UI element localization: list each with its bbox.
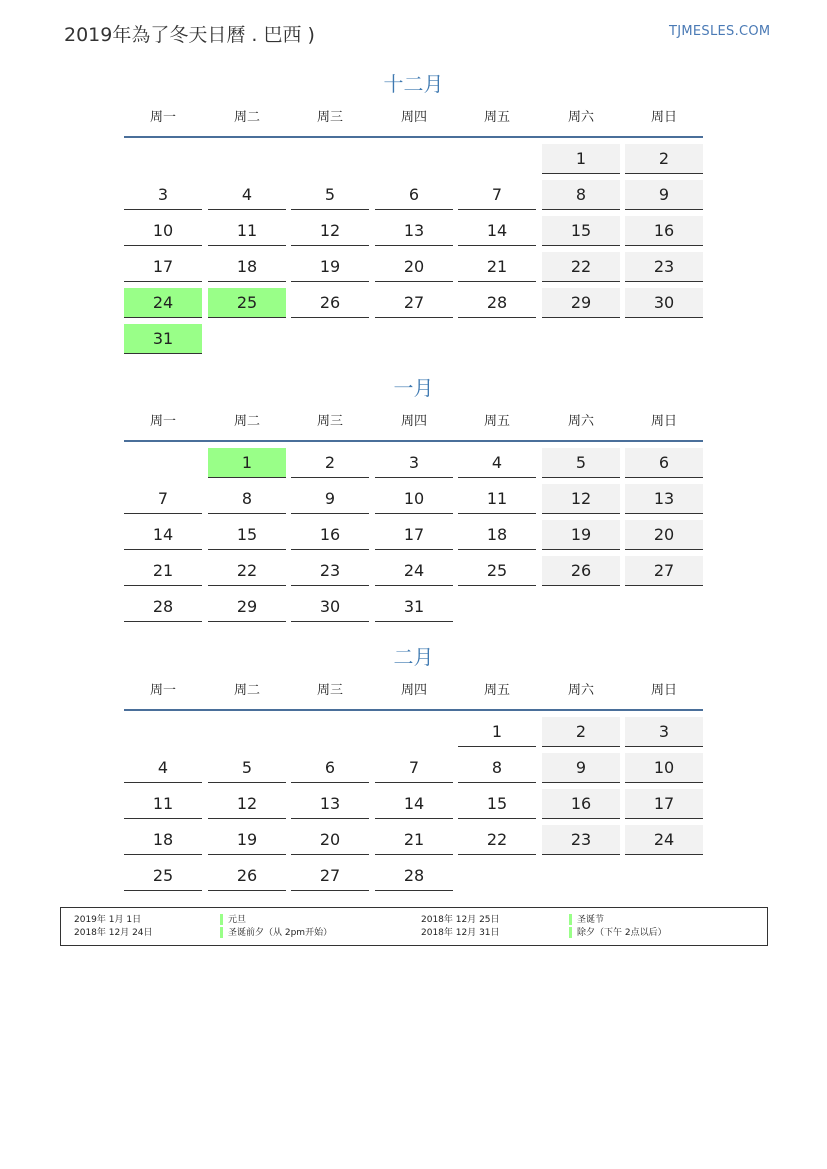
day-cell: 5 bbox=[291, 180, 369, 210]
day-cell: 18 bbox=[124, 825, 202, 855]
day-cell: 21 bbox=[458, 252, 536, 282]
holiday-marker bbox=[220, 914, 223, 925]
day-cell: 3 bbox=[124, 180, 202, 210]
weekday-header bbox=[124, 102, 703, 134]
day-cell: 22 bbox=[458, 825, 536, 855]
weekday-header bbox=[124, 406, 703, 438]
legend-name: 除夕（下午 2点以后） bbox=[577, 928, 667, 938]
day-cell: 24 bbox=[375, 556, 453, 586]
day-cell: 6 bbox=[375, 180, 453, 210]
weekday-label: 周六 bbox=[567, 110, 594, 125]
legend-date: 2019年 1月 1日 bbox=[74, 915, 142, 925]
day-cell: 25 bbox=[124, 861, 202, 891]
holiday-marker bbox=[220, 927, 223, 938]
day-cell: 16 bbox=[542, 789, 620, 819]
weekday-label: 周四 bbox=[400, 414, 427, 429]
weekday-label: 周五 bbox=[483, 110, 510, 125]
weekday-label: 周五 bbox=[483, 414, 510, 429]
day-cell: 27 bbox=[375, 288, 453, 318]
header-divider bbox=[124, 709, 703, 711]
day-cell: 3 bbox=[375, 448, 453, 478]
day-cell: 14 bbox=[375, 789, 453, 819]
day-cell: 1 bbox=[208, 448, 286, 478]
day-cell: 18 bbox=[458, 520, 536, 550]
day-cell: 20 bbox=[625, 520, 703, 550]
day-cell: 26 bbox=[208, 861, 286, 891]
weekday-label: 周一 bbox=[149, 683, 176, 698]
day-cell: 22 bbox=[542, 252, 620, 282]
month-december bbox=[124, 66, 703, 360]
day-cell: 17 bbox=[625, 789, 703, 819]
page-title: 2019年為了冬天日曆 . 巴西 ) bbox=[64, 24, 315, 46]
day-cell: 16 bbox=[625, 216, 703, 246]
holiday-marker bbox=[569, 914, 572, 925]
day-cell: 1 bbox=[458, 717, 536, 747]
day-cell: 24 bbox=[625, 825, 703, 855]
legend-date: 2018年 12月 31日 bbox=[421, 928, 500, 938]
day-cell: 3 bbox=[625, 717, 703, 747]
day-cell: 4 bbox=[208, 180, 286, 210]
day-cell: 13 bbox=[375, 216, 453, 246]
day-cell: 14 bbox=[124, 520, 202, 550]
day-cell: 30 bbox=[291, 592, 369, 622]
day-cell: 20 bbox=[291, 825, 369, 855]
weekday-label: 周二 bbox=[233, 683, 260, 698]
day-cell: 6 bbox=[291, 753, 369, 783]
weekday-label: 周日 bbox=[650, 110, 677, 125]
legend-holiday bbox=[569, 914, 604, 926]
day-cell: 8 bbox=[458, 753, 536, 783]
day-cell: 13 bbox=[625, 484, 703, 514]
holiday-marker bbox=[569, 927, 572, 938]
day-cell: 8 bbox=[542, 180, 620, 210]
weekday-label: 周一 bbox=[149, 414, 176, 429]
weekday-label: 周一 bbox=[149, 110, 176, 125]
day-cell: 2 bbox=[625, 144, 703, 174]
day-cell: 10 bbox=[625, 753, 703, 783]
legend-name: 圣诞前夕（从 2pm开始） bbox=[228, 928, 333, 938]
weekday-label: 周五 bbox=[483, 683, 510, 698]
weekday-label: 周二 bbox=[233, 110, 260, 125]
holiday-legend bbox=[60, 907, 768, 946]
day-cell: 26 bbox=[291, 288, 369, 318]
legend-name: 元旦 bbox=[228, 915, 247, 925]
header-divider bbox=[124, 136, 703, 138]
day-cell: 26 bbox=[542, 556, 620, 586]
day-cell: 19 bbox=[542, 520, 620, 550]
weekday-header bbox=[124, 675, 703, 707]
legend-holiday bbox=[220, 914, 246, 926]
day-cell: 18 bbox=[208, 252, 286, 282]
day-cell: 19 bbox=[208, 825, 286, 855]
day-cell: 30 bbox=[625, 288, 703, 318]
day-cell: 28 bbox=[375, 861, 453, 891]
weekday-label: 周六 bbox=[567, 683, 594, 698]
weekday-label: 周二 bbox=[233, 414, 260, 429]
weekday-label: 周三 bbox=[316, 110, 343, 125]
day-cell: 29 bbox=[542, 288, 620, 318]
day-cell: 25 bbox=[208, 288, 286, 318]
day-cell: 10 bbox=[124, 216, 202, 246]
weekday-label: 周日 bbox=[650, 414, 677, 429]
legend-holiday bbox=[220, 927, 332, 939]
day-cell: 15 bbox=[542, 216, 620, 246]
day-cell: 31 bbox=[375, 592, 453, 622]
day-cell: 9 bbox=[542, 753, 620, 783]
day-cell: 12 bbox=[542, 484, 620, 514]
day-cell: 15 bbox=[208, 520, 286, 550]
day-cell: 23 bbox=[291, 556, 369, 586]
weekday-label: 周三 bbox=[316, 683, 343, 698]
day-cell: 27 bbox=[291, 861, 369, 891]
day-cell: 4 bbox=[458, 448, 536, 478]
day-cell: 28 bbox=[458, 288, 536, 318]
day-cell: 6 bbox=[625, 448, 703, 478]
day-grid bbox=[124, 144, 703, 360]
day-cell: 12 bbox=[208, 789, 286, 819]
month-february bbox=[124, 639, 703, 897]
day-cell: 23 bbox=[625, 252, 703, 282]
day-cell: 2 bbox=[542, 717, 620, 747]
day-cell: 5 bbox=[208, 753, 286, 783]
day-cell: 21 bbox=[375, 825, 453, 855]
day-cell: 7 bbox=[375, 753, 453, 783]
day-grid bbox=[124, 717, 703, 897]
legend-holiday bbox=[569, 927, 667, 939]
legend-name: 圣诞节 bbox=[577, 915, 605, 925]
day-cell: 23 bbox=[542, 825, 620, 855]
day-cell: 20 bbox=[375, 252, 453, 282]
day-cell: 11 bbox=[124, 789, 202, 819]
day-cell: 11 bbox=[458, 484, 536, 514]
day-cell: 15 bbox=[458, 789, 536, 819]
day-cell: 10 bbox=[375, 484, 453, 514]
day-cell: 28 bbox=[124, 592, 202, 622]
day-cell: 22 bbox=[208, 556, 286, 586]
day-cell: 31 bbox=[124, 324, 202, 354]
day-cell: 7 bbox=[458, 180, 536, 210]
weekday-label: 周四 bbox=[400, 110, 427, 125]
weekday-label: 周三 bbox=[316, 414, 343, 429]
weekday-label: 周六 bbox=[567, 414, 594, 429]
day-cell: 13 bbox=[291, 789, 369, 819]
day-cell: 25 bbox=[458, 556, 536, 586]
day-cell: 2 bbox=[291, 448, 369, 478]
day-cell: 9 bbox=[625, 180, 703, 210]
month-title: 十二月 bbox=[383, 72, 444, 96]
day-cell: 7 bbox=[124, 484, 202, 514]
month-january bbox=[124, 370, 703, 628]
day-cell: 27 bbox=[625, 556, 703, 586]
day-cell: 21 bbox=[124, 556, 202, 586]
day-cell: 11 bbox=[208, 216, 286, 246]
day-grid bbox=[124, 448, 703, 628]
day-cell: 5 bbox=[542, 448, 620, 478]
month-title: 二月 bbox=[393, 645, 434, 669]
day-cell: 14 bbox=[458, 216, 536, 246]
weekday-label: 周四 bbox=[400, 683, 427, 698]
day-cell: 16 bbox=[291, 520, 369, 550]
month-title: 一月 bbox=[393, 376, 434, 400]
day-cell: 9 bbox=[291, 484, 369, 514]
header-divider bbox=[124, 440, 703, 442]
legend-date: 2018年 12月 25日 bbox=[421, 915, 500, 925]
day-cell: 17 bbox=[124, 252, 202, 282]
day-cell: 29 bbox=[208, 592, 286, 622]
weekday-label: 周日 bbox=[650, 683, 677, 698]
day-cell: 24 bbox=[124, 288, 202, 318]
legend-date: 2018年 12月 24日 bbox=[74, 928, 153, 938]
day-cell: 4 bbox=[124, 753, 202, 783]
site-link[interactable]: TJMESLES.COM bbox=[669, 24, 771, 39]
day-cell: 8 bbox=[208, 484, 286, 514]
day-cell: 12 bbox=[291, 216, 369, 246]
day-cell: 19 bbox=[291, 252, 369, 282]
day-cell: 1 bbox=[542, 144, 620, 174]
day-cell: 17 bbox=[375, 520, 453, 550]
